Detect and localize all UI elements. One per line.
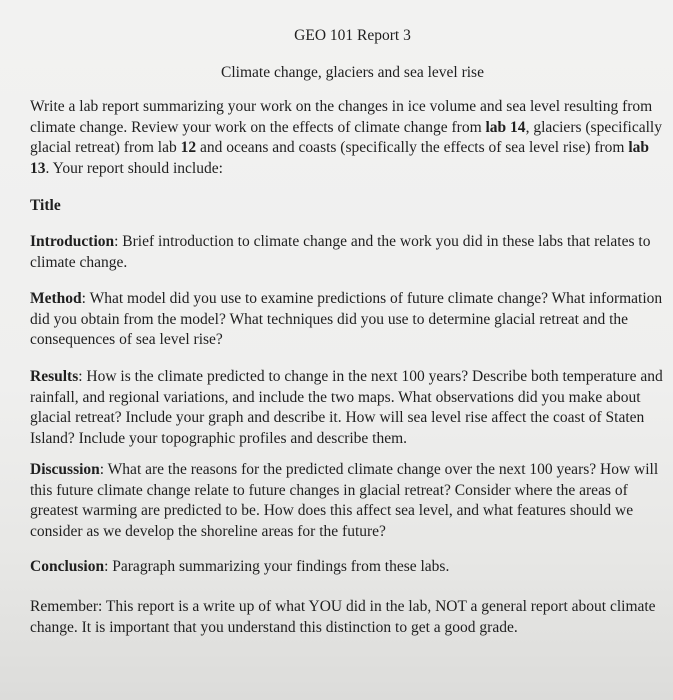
instructions-paragraph [30,97,666,179]
discussion-text: : What are the reasons for the predicted climate change over the next 100 years? How will this future climate change relate to future changes in glacial retreat? Consider where the areas of greatest warming are predicted to be. How does this affect sea level, and what features should we consider as we develop the shoreline areas for the future? [30,461,659,540]
results-text: : How is the climate predicted to change in the next 100 years? Describe both temperature and rainfall, and regional variations, and include the two maps. What observations did you make about glacial retreat? Include your graph and describe it. How will sea level rise affect the coast of Staten Island? Include your topographic profiles and describe them. [30,368,663,447]
section-discussion [30,460,666,542]
section-conclusion [30,557,666,578]
method-label: Method [30,290,82,307]
conclusion-text: : Paragraph summarizing your findings from these labs. [104,558,450,575]
lab12-ref: 12 [180,139,197,157]
conclusion-label: Conclusion [30,558,105,575]
results-label: Results [30,368,79,385]
lab13-ref: lab 13 [30,139,650,177]
instructions-text-2: , glaciers (specifically glacial retreat) from lab [30,118,662,157]
method-text: : What model did you use to examine predictions of future climate change? What information did you obtain from the model? What techniques did you use to determine glacial retreat and the consequences of sea level rise? [30,290,663,349]
instructions-text-1: Write a lab report summarizing your work on the changes in ice volume and sea level resulting from climate change. Review your work on the effects of climate change from [30,98,653,136]
report-subtitle: Climate change, glaciers and sea level rise [221,64,484,81]
instructions-text-3: and oceans and coasts (specifically the effects of sea level rise) from [196,139,629,157]
discussion-label: Discussion [30,461,100,478]
remember-note: Remember: This report is a write up of what YOU did in the lab, NOT a general report about climate change. It is important that you understand this distinction to get a good grade. [30,598,656,636]
section-results [30,367,666,449]
section-method [30,289,666,351]
lab14-ref: lab 14 [485,118,526,136]
section-introduction [30,232,666,273]
introduction-label: Introduction [30,233,115,250]
report-title: GEO 101 Report 3 [294,27,411,44]
section-title-label: Title [30,197,61,214]
introduction-text: : Brief introduction to climate change and the work you did in these labs that relates to climate change. [30,233,651,271]
instructions-text-4: . Your report should include: [45,159,223,177]
